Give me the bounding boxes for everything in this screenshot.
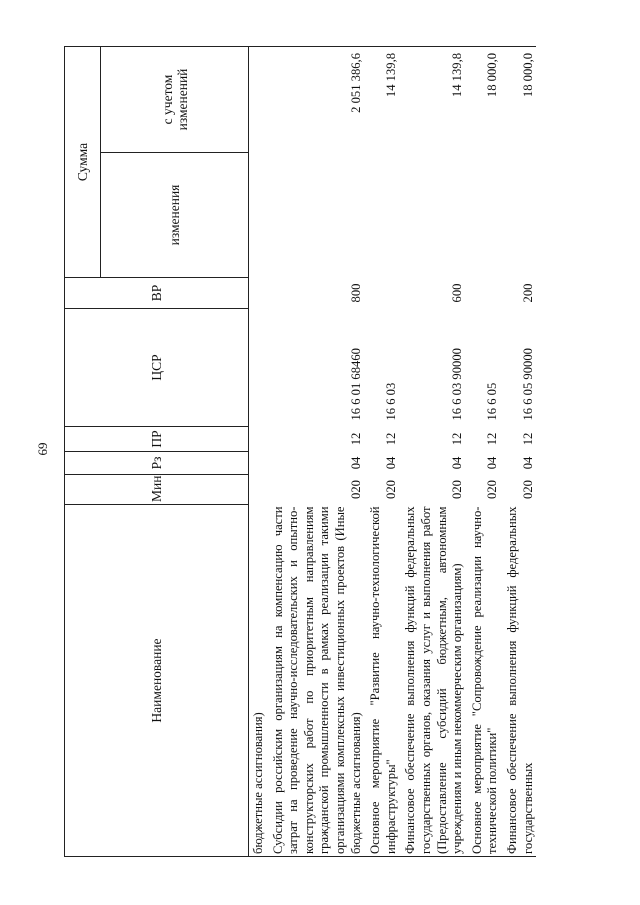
row-total: 14 139,8 (364, 46, 399, 152)
row-rz: 04 (520, 456, 535, 470)
row-pr: 12 (348, 432, 363, 446)
rotated-page-content (64, 47, 626, 857)
header-name: Наименование (65, 505, 249, 857)
header-pr: ПР (65, 427, 249, 452)
row-csr: 16 6 05 90000 (520, 348, 535, 421)
header-with-changes: с учетом изменений (101, 46, 249, 152)
row-name: Финансовое обеспечение выполнения функций федеральных государственных органов, оказания услуг и выполнения работ (Предоставление субсидий бюджетным, автономным учреждениям и иным некоммерческим организациям) (399, 505, 465, 857)
header-min: Мин (65, 475, 249, 505)
header-vr: ВР (65, 278, 249, 309)
table-row (399, 46, 465, 856)
table-body (249, 46, 537, 856)
row-name: Основное мероприятие "Развитие научно-технологической инфраструктуры" (364, 505, 399, 857)
row-vr (466, 278, 501, 309)
row-min: 020 (450, 480, 465, 499)
table-row (364, 46, 399, 856)
row-rz: 04 (485, 456, 500, 470)
table-row (249, 46, 267, 856)
header-rz: Рз (65, 452, 249, 475)
row-csr: 16 6 03 90000 (450, 348, 465, 421)
row-rz: 04 (383, 456, 398, 470)
header-sum: Сумма (65, 46, 101, 277)
row-vr: 200 (520, 283, 535, 303)
table-row (501, 46, 536, 856)
row-name: Субсидии российским организациям на компенсацию части затрат на проведение научно-исследовательских и опытно-конструкторских работ по приоритетным направлениям гражданской промышленности в рамках реализации такими организациями комплексных инвестиционных проектов (Иные бюджетные ассигнования) (267, 505, 365, 857)
row-changes (399, 153, 465, 278)
table-row (267, 46, 365, 856)
row-changes (466, 153, 501, 278)
row-name: бюджетные ассигнования) (249, 505, 267, 857)
row-total: 18 000,0 (501, 46, 536, 152)
row-pr: 12 (450, 432, 465, 446)
row-min: 020 (485, 480, 500, 499)
row-name: Финансовое обеспечение выполнения функций федеральных государственных (501, 505, 536, 857)
row-total: 18 000,0 (466, 46, 501, 152)
row-changes (501, 153, 536, 278)
row-vr: 600 (450, 283, 465, 303)
table-header (65, 46, 249, 856)
row-name: Основное мероприятие "Сопровождение реализации научно-технической политики" (466, 505, 501, 857)
row-changes (267, 153, 365, 278)
table-row (466, 46, 501, 856)
row-min: 020 (348, 480, 363, 499)
row-pr: 12 (520, 432, 535, 446)
row-rz: 04 (450, 456, 465, 470)
row-vr (364, 278, 399, 309)
row-csr: 16 6 03 (383, 382, 398, 421)
header-csr: ЦСР (65, 309, 249, 427)
row-min: 020 (383, 480, 398, 499)
row-min: 020 (520, 480, 535, 499)
row-pr: 12 (485, 432, 500, 446)
row-pr: 12 (383, 432, 398, 446)
header-changes: изменения (101, 153, 249, 278)
row-vr: 800 (348, 283, 363, 303)
row-rz: 04 (348, 456, 363, 470)
row-csr: 16 6 01 68460 (348, 348, 363, 421)
page-number: 69 (35, 442, 50, 456)
row-total: 2 051 386,6 (267, 46, 365, 152)
row-total: 14 139,8 (399, 46, 465, 152)
budget-table (64, 46, 536, 857)
row-changes (364, 153, 399, 278)
row-csr: 16 6 05 (485, 382, 500, 421)
